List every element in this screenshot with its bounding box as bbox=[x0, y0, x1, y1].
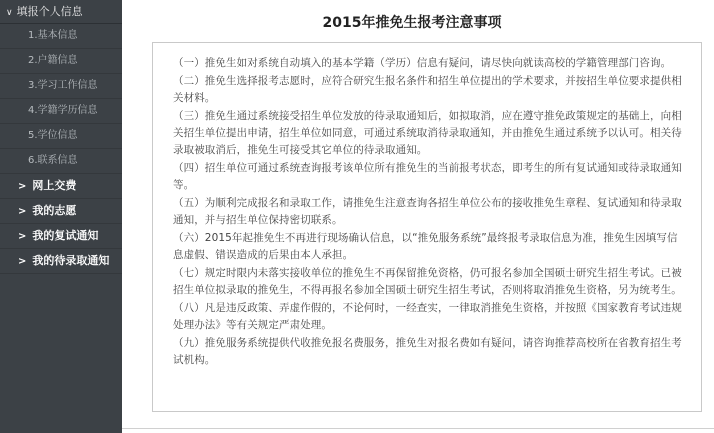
sidebar-item-study-work-info[interactable]: 3.学习工作信息 bbox=[0, 74, 122, 99]
chevron-right-icon: > bbox=[18, 256, 27, 267]
divider bbox=[122, 428, 714, 429]
chevron-down-icon: ∨ bbox=[6, 8, 13, 18]
sidebar-item-label: 我的待录取通知 bbox=[32, 254, 110, 267]
sidebar-item-online-payment[interactable] bbox=[0, 174, 122, 199]
notice-paragraph-2: （二）推免生选择报考志愿时，应符合研究生报名条件和招生单位提出的学术要求，并按招生单位要求提供相关材料。 bbox=[173, 75, 682, 104]
sidebar-item-admission-notice[interactable] bbox=[0, 249, 122, 274]
notice-paragraph-6: （六）2015年起推免生不再进行现场确认信息，以“推免服务系统”最终报考录取信息为准，推免生因填写信息虚假、错误造成的后果由本人承担。 bbox=[173, 232, 678, 261]
notice-paragraph-1: （一）推免生如对系统自动填入的基本学籍（学历）信息有疑问，请尽快向就读高校的学籍管理部门咨询。 bbox=[173, 57, 672, 69]
sidebar-section-personal-info[interactable] bbox=[0, 0, 122, 24]
sidebar-item-household-info[interactable]: 2.户籍信息 bbox=[0, 49, 122, 74]
sidebar-nav bbox=[0, 0, 122, 433]
chevron-right-icon: > bbox=[18, 206, 27, 217]
page-title: 2015年推免生报考注意事项 bbox=[322, 15, 502, 31]
notice-box bbox=[152, 42, 702, 412]
sidebar-item-contact-info[interactable]: 6.联系信息 bbox=[0, 149, 122, 174]
notice-paragraph-8: （八）凡是违反政策、弄虚作假的，不论何时，一经查实，一律取消推免生资格，并按照《国家教育考试违规处理办法》等有关规定严肃处理。 bbox=[173, 302, 682, 331]
sidebar-item-my-preferences[interactable] bbox=[0, 199, 122, 224]
sidebar-item-degree-info[interactable]: 5.学位信息 bbox=[0, 124, 122, 149]
sidebar-section-label: 填报个人信息 bbox=[16, 5, 83, 18]
chevron-right-icon: > bbox=[18, 181, 27, 192]
chevron-right-icon: > bbox=[18, 231, 27, 242]
notice-paragraph-5: （五）为顺利完成报名和录取工作，请推免生注意查询各招生单位公布的接收推免生章程、复试通知和待录取通知，并与招生单位保持密切联系。 bbox=[173, 197, 682, 226]
sidebar-item-academic-record[interactable]: 4.学籍学历信息 bbox=[0, 99, 122, 124]
notice-paragraph-4: （四）招生单位可通过系统查询报考该单位所有推免生的当前报考状态，即考生的所有复试通知或待录取通知等。 bbox=[173, 162, 682, 191]
sidebar-item-label: 我的复试通知 bbox=[32, 229, 99, 242]
notice-paragraph-3: （三）推免生通过系统接受招生单位发放的待录取通知后，如拟取消，应在遵守推免政策规定的基础上，向相关招生单位提出申请，招生单位如同意，可通过系统取消待录取通知，并由推免生通过系统予以认可。相关待录取被取消后，推免生可接受其它单位的待录取通知。 bbox=[173, 110, 682, 156]
sidebar-item-retest-notice[interactable] bbox=[0, 224, 122, 249]
sidebar-item-label: 网上交费 bbox=[32, 179, 77, 192]
sidebar-item-basic-info[interactable]: 1.基本信息 bbox=[0, 24, 122, 49]
sidebar-item-label: 我的志愿 bbox=[32, 204, 77, 217]
notice-paragraph-7: （七）规定时限内未落实接收单位的推免生不再保留推免资格，仍可报名参加全国硕士研究生招生考试。已被招生单位拟录取的推免生，不得再报名参加全国硕士研究生招生考试，否则将取消推免生资格，另为统考生。 bbox=[173, 267, 682, 296]
main-content bbox=[122, 0, 714, 433]
notice-paragraph-9: （九）推免服务系统提供代收推免报名费服务，推免生对报名费如有疑问，请咨询推荐高校所在省教育招生考试机构。 bbox=[173, 337, 682, 366]
